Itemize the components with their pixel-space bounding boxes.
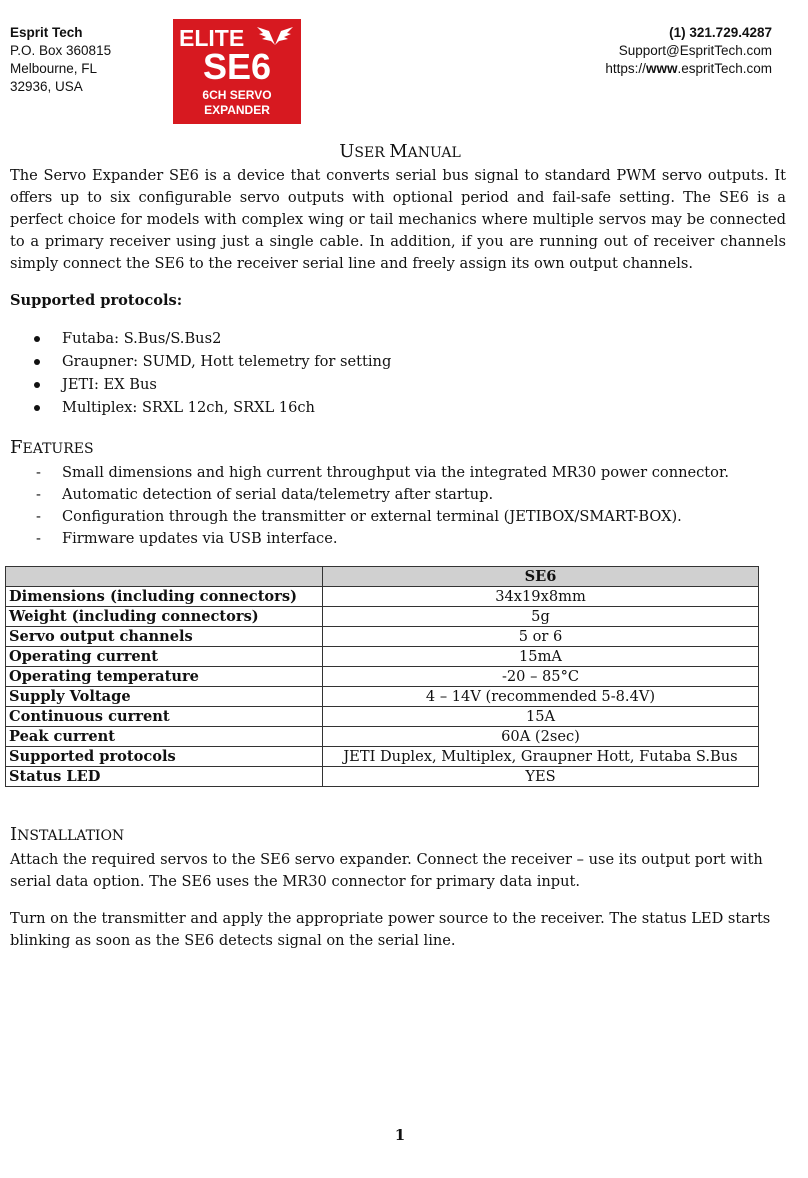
table-row: Peak current 60A (2sec)	[6, 727, 759, 747]
list-item: Graupner: SUMD, Hott telemetry for setting	[10, 351, 391, 374]
installation-paragraph-1: Attach the required servos to the SE6 servo expander. Connect the receiver – use its output port with serial data option. The SE6 uses the MR30 connector for primary data input.	[10, 851, 763, 890]
address-line-3: 32936, USA	[10, 79, 83, 94]
list-item: Multiplex: SRXL 12ch, SRXL 16ch	[10, 397, 391, 420]
table-row: Status LED YES	[6, 767, 759, 787]
page-number: 1	[394, 1126, 406, 1144]
table-row: Servo output channels 5 or 6	[6, 627, 759, 647]
table-row: Weight (including connectors) 5g	[6, 607, 759, 627]
protocols-heading: Supported protocols:	[10, 292, 183, 309]
bullet-icon	[34, 359, 40, 365]
spec-table	[5, 566, 759, 787]
list-item: - Configuration through the transmitter or external terminal (JETIBOX/SMART-BOX).	[36, 508, 682, 525]
table-row: Operating current 15mA	[6, 647, 759, 667]
address-line-1: P.O. Box 360815	[10, 43, 112, 58]
logo-se6-text: SE6	[202, 46, 272, 87]
features-list	[10, 462, 729, 550]
website-link[interactable]: https://www.espritTech.com	[605, 61, 772, 76]
company-address	[10, 24, 111, 96]
table-header-row	[6, 567, 759, 587]
table-row: Dimensions (including connectors) 34x19x8mm	[6, 587, 759, 607]
logo-6ch-servo-text: 6CH SERVO	[202, 88, 272, 102]
document-title: USER MANUAL	[339, 141, 461, 162]
table-row: Operating temperature -20 – 85°C	[6, 667, 759, 687]
protocols-list	[10, 328, 391, 420]
company-name: Esprit Tech	[10, 25, 83, 40]
table-row: Supply Voltage 4 – 14V (recommended 5-8.4V)	[6, 687, 759, 707]
table-header-label	[6, 567, 323, 587]
table-row: Supported protocols JETI Duplex, Multiplex, Graupner Hott, Futaba S.Bus	[6, 747, 759, 767]
intro-paragraph: The Servo Expander SE6 is a device that converts serial bus signal to standard PWM servo outputs. It offers up to six configurable servo outputs with optional period and fail-safe setting. The SE6 is a perfect choice for models with complex wing or tail mechanics where multiple servos may be connected to a primary receiver using just a single cable. In addition, if you are running out of receiver channels simply connect the SE6 to the receiver serial line and freely assign its own output channels.	[10, 167, 786, 272]
wings-icon	[255, 25, 295, 47]
list-item: JETI: EX Bus	[10, 374, 391, 397]
support-email[interactable]: Support@EspritTech.com	[618, 43, 772, 58]
list-item: - Small dimensions and high current throughput via the integrated MR30 power connector.	[36, 464, 729, 481]
logo-expander-text: EXPANDER	[204, 103, 270, 117]
features-heading: FEATURES	[10, 437, 94, 458]
installation-heading: INSTALLATION	[10, 824, 125, 845]
elite-se6-logo	[173, 19, 301, 124]
contact-info	[605, 24, 772, 78]
table-row: Continuous current 15A	[6, 707, 759, 727]
logo-elite-text: ELITE	[179, 25, 245, 51]
bullet-icon	[34, 405, 40, 411]
list-item: - Firmware updates via USB interface.	[36, 530, 338, 547]
installation-paragraph-2: Turn on the transmitter and apply the appropriate power source to the receiver. The status LED starts blinking as soon as the SE6 detects signal on the serial line.	[10, 910, 771, 949]
phone-number: (1) 321.729.4287	[669, 25, 772, 40]
bullet-icon	[34, 382, 40, 388]
table-header-value: SE6	[323, 567, 759, 587]
list-item: Futaba: S.Bus/S.Bus2	[10, 328, 391, 351]
list-item: - Automatic detection of serial data/telemetry after startup.	[36, 486, 494, 503]
bullet-icon	[34, 336, 40, 342]
address-line-2: Melbourne, FL	[10, 61, 98, 76]
